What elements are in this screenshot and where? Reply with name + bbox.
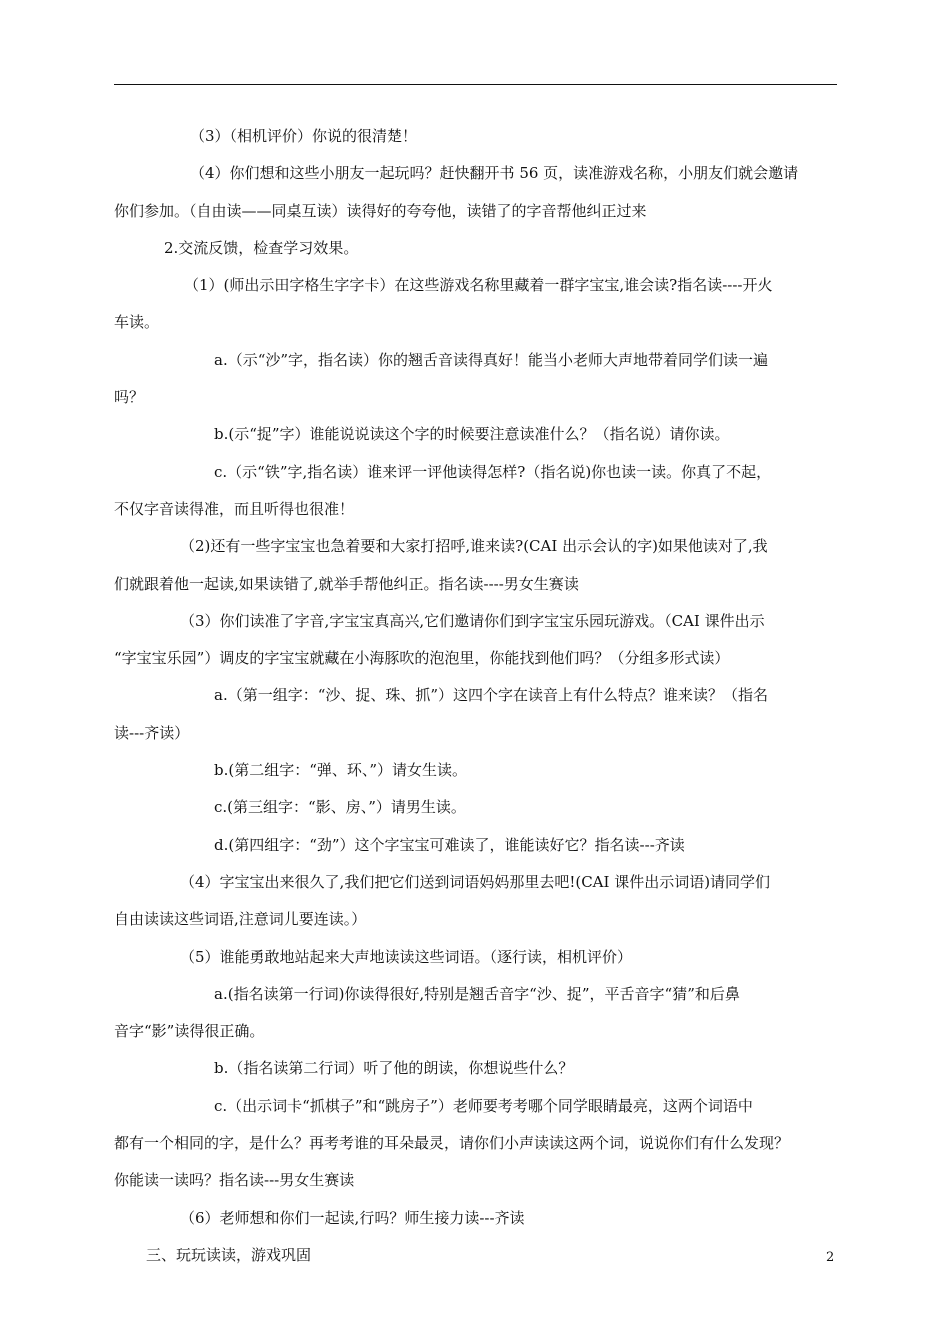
paragraph-line: 你们参加。（自由读——同桌互读）读得好的夸夸他，读错了的字音帮他纠正过来 — [114, 201, 647, 220]
paragraph-line: 吗？ — [114, 388, 145, 407]
paragraph-line: （6）老师想和你们一起读,行吗？师生接力读---齐读 — [180, 1208, 525, 1227]
paragraph-line: （4）字宝宝出来很久了,我们把它们送到词语妈妈那里去吧!(CAI 课件出示词语)请同学们 — [180, 872, 771, 891]
header-rule — [114, 84, 837, 85]
paragraph-line: 都有一个相同的字，是什么？再考考谁的耳朵最灵，请你们小声读读这两个词，说说你们有什么发现？ — [114, 1134, 790, 1153]
paragraph-line: b.(示“捉”字）谁能说说读这个字的时候要注意读准什么？（指名说）请你读。 — [214, 425, 730, 444]
paragraph-line: d.(第四组字：“劲”）这个字宝宝可难读了，谁能读好它？指名读---齐读 — [214, 835, 685, 854]
paragraph-line: a.(指名读第一行词)你读得很好,特别是翘舌音字“沙、捉”，平舌音字“猜”和后鼻 — [214, 984, 740, 1003]
paragraph-line: （3）你们读准了字音,字宝宝真高兴,它们邀请你们到字宝宝乐园玩游戏。（CAI 课件出示 — [180, 611, 765, 630]
section-heading: 2.交流反馈，检查学习效果。 — [164, 238, 359, 257]
paragraph-line: 车读。 — [114, 313, 160, 332]
paragraph-line: （1）(师出示田字格生字字卡）在这些游戏名称里藏着一群字宝宝,谁会读?指名读----开火 — [184, 276, 773, 295]
paragraph-line: 不仅字音读得准，而且听得也很准！ — [114, 499, 355, 518]
paragraph-line: c.（出示词卡“抓棋子”和“跳房子”）老师要考考哪个同学眼睛最亮，这两个词语中 — [214, 1096, 753, 1115]
paragraph-line: （5）谁能勇敢地站起来大声地读读这些词语。（逐行读，相机评价） — [180, 947, 633, 966]
paragraph-line: c.(第三组字：“影、房、”）请男生读。 — [214, 798, 466, 817]
paragraph-line: b.（指名读第二行词）听了他的朗读，你想说些什么？ — [214, 1059, 574, 1078]
paragraph-line: 你能读一读吗？指名读---男女生赛读 — [114, 1171, 355, 1190]
paragraph-line: “字宝宝乐园”）调皮的字宝宝就藏在小海豚吹的泡泡里，你能找到他们吗？（分组多形式读） — [114, 649, 730, 668]
paragraph-line: a.（示“沙”字，指名读）你的翘舌音读得真好！能当小老师大声地带着同学们读一遍 — [214, 350, 769, 369]
paragraph-line: （2)还有一些字宝宝也急着要和大家打招呼,谁来读?(CAI 出示会认的字)如果他读对了,我 — [180, 537, 768, 556]
paragraph-line: c.（示“铁”字,指名读）谁来评一评他读得怎样?（指名说)你也读一读。你真了不起， — [214, 462, 772, 481]
paragraph-line: 音字“影”读得很正确。 — [114, 1022, 265, 1041]
page-number: 2 — [826, 1250, 835, 1265]
document-body — [114, 118, 837, 1274]
section-heading: 三、玩玩读读，游戏巩固 — [146, 1245, 312, 1264]
paragraph-line: （3）（相机评价）你说的很清楚！ — [190, 127, 418, 145]
paragraph-line: b.(第二组字：“弹、环、”）请女生读。 — [214, 761, 468, 780]
paragraph-line: a.（第一组字：“沙、捉、珠、抓”）这四个字在读音上有什么特点？谁来读？（指名 — [214, 686, 769, 705]
paragraph-line: 自由读读这些词语,注意词儿要连读。） — [114, 910, 367, 929]
paragraph-line: （4）你们想和这些小朋友一起玩吗？赶快翻开书 56 页，读准游戏名称，小朋友们就会邀请 — [190, 164, 799, 183]
paragraph-line: 们就跟着他一起读,如果读错了,就举手帮他纠正。指名读----男女生赛读 — [114, 574, 579, 593]
paragraph-line: 读---齐读） — [114, 723, 190, 742]
